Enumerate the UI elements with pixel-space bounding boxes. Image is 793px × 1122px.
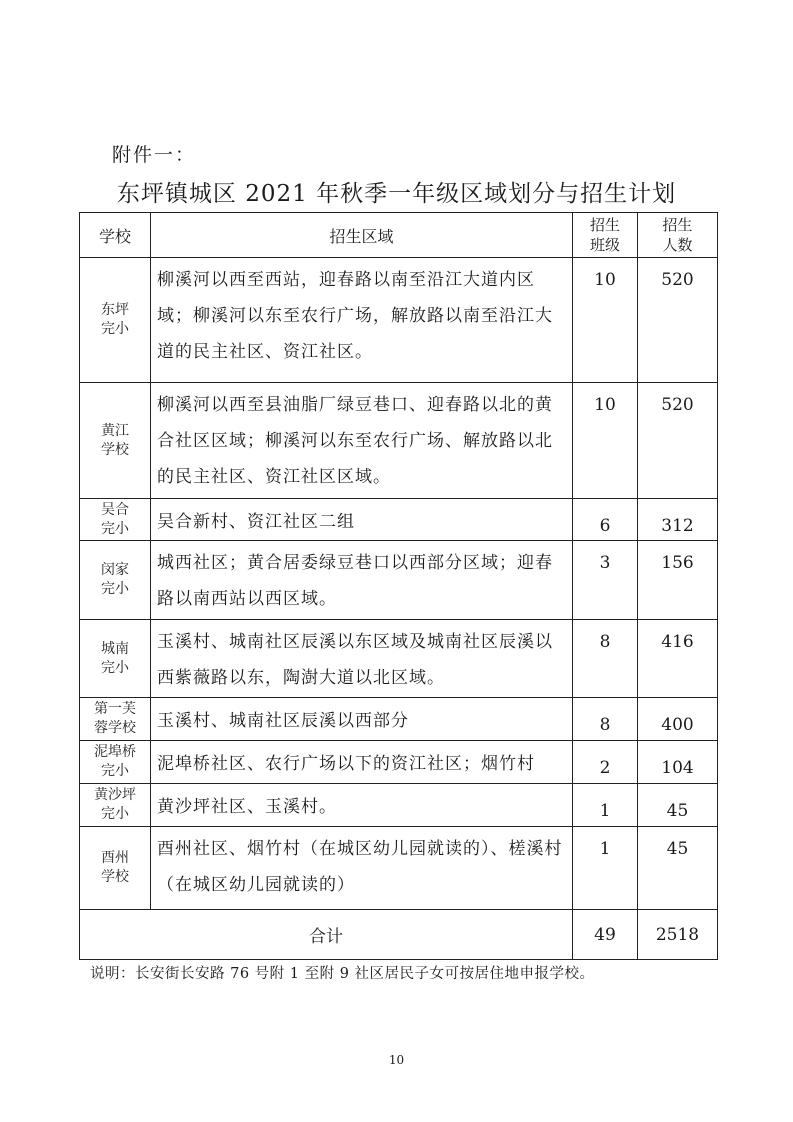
school-name-line2: 完小: [101, 321, 129, 337]
school-name-line2: 完小: [101, 763, 129, 779]
classes-cell: 8: [573, 620, 638, 698]
school-cell: [80, 541, 151, 620]
header-students-line1: 招生: [662, 216, 693, 234]
school-cell: [80, 258, 151, 383]
table-row: [80, 383, 718, 499]
document-title: 东坪镇城区 2021 年秋季一年级区域划分与招生计划: [116, 181, 677, 207]
school-cell: [80, 383, 151, 499]
school-cell: [80, 784, 151, 827]
school-name-line1: 吴合: [101, 501, 129, 518]
header-students-line2: 人数: [662, 236, 693, 254]
table-row: [80, 541, 718, 620]
header-students: [638, 213, 718, 258]
area-cell: 柳溪河以西至西站，迎春路以南至沿江大道内区域；柳溪河以东至农行广场，解放路以南至沿江大道的民主社区、资江社区。: [151, 258, 573, 383]
school-name-line2: 蓉学校: [94, 720, 136, 736]
school-name-line1: 黄江: [101, 422, 129, 439]
classes-cell: 1: [573, 784, 638, 827]
area-cell: 泥埠桥社区、农行广场以下的资江社区；烟竹村: [151, 741, 573, 784]
area-cell: 吴合新村、资江社区二组: [151, 499, 573, 541]
area-cell: 城西社区；黄合居委绿豆巷口以西部分区域；迎春路以南西站以西区域。: [151, 541, 573, 620]
header-classes-line1: 招生: [589, 216, 620, 234]
table-row: [80, 827, 718, 910]
area-cell: 玉溪村、城南社区辰溪以西部分: [151, 698, 573, 741]
students-cell: 520: [638, 383, 718, 499]
students-cell: 416: [638, 620, 718, 698]
school-name-line1: 酉州: [101, 850, 129, 866]
school-name-line2: 完小: [101, 581, 129, 597]
school-name-line1: 泥埠桥: [94, 744, 136, 760]
area-cell: 黄沙坪社区、玉溪村。: [151, 784, 573, 827]
attachment-label: 附件一：: [112, 144, 197, 166]
school-cell: [80, 741, 151, 784]
school-cell: [80, 499, 151, 541]
school-name-line1: 黄沙坪: [94, 787, 136, 803]
school-name-line2: 完小: [101, 520, 129, 537]
footnote: 说明：长安街长安路 76 号附 1 至附 9 社区居民子女可按居住地申报学校。: [90, 966, 595, 982]
table-row: [80, 620, 718, 698]
table-row: [80, 499, 718, 541]
classes-cell: 1: [573, 827, 638, 910]
area-cell: 酉州社区、烟竹村（在城区幼儿园就读的）、槎溪村（在城区幼儿园就读的）: [151, 827, 573, 910]
classes-cell: 2: [573, 741, 638, 784]
school-name-line1: 闵家: [101, 562, 129, 578]
table-row: [80, 258, 718, 383]
table-header-row: [80, 213, 718, 258]
classes-cell: 10: [573, 383, 638, 499]
area-cell: 玉溪村、城南社区辰溪以东区域及城南社区辰溪以西紫薇路以东，陶澍大道以北区域。: [151, 620, 573, 698]
school-name-line2: 完小: [101, 806, 129, 822]
classes-cell: 8: [573, 698, 638, 741]
students-cell: 156: [638, 541, 718, 620]
students-cell: 45: [638, 784, 718, 827]
area-cell: 柳溪河以西至县油脂厂绿豆巷口、迎春路以北的黄合社区区域；柳溪河以东至农行广场、解放路以北的民主社区、资江社区区域。: [151, 383, 573, 499]
header-classes-line2: 班级: [589, 236, 620, 254]
total-students: 2518: [638, 910, 718, 960]
page-number: 10: [388, 1053, 405, 1067]
table-row: [80, 784, 718, 827]
header-area: 招生区域: [151, 213, 573, 258]
total-row: [80, 910, 718, 960]
school-name-line2: 完小: [101, 659, 129, 676]
classes-cell: 3: [573, 541, 638, 620]
students-cell: 312: [638, 499, 718, 541]
classes-cell: 6: [573, 499, 638, 541]
school-cell: [80, 827, 151, 910]
school-name-line1: 东坪: [101, 302, 129, 318]
school-name-line2: 学校: [101, 869, 129, 885]
students-cell: 520: [638, 258, 718, 383]
classes-cell: 10: [573, 258, 638, 383]
header-classes: [573, 213, 638, 258]
school-name-line1: 第一芙: [94, 701, 136, 717]
table-row: [80, 741, 718, 784]
header-school: 学校: [80, 213, 151, 258]
students-cell: 45: [638, 827, 718, 910]
table-row: [80, 698, 718, 741]
students-cell: 104: [638, 741, 718, 784]
total-label: 合计: [80, 910, 573, 960]
students-cell: 400: [638, 698, 718, 741]
enrollment-plan-table: [79, 212, 718, 960]
school-name-line2: 学校: [101, 441, 129, 458]
total-classes: 49: [573, 910, 638, 960]
school-cell: [80, 698, 151, 741]
school-name-line1: 城南: [101, 640, 129, 657]
school-cell: [80, 620, 151, 698]
